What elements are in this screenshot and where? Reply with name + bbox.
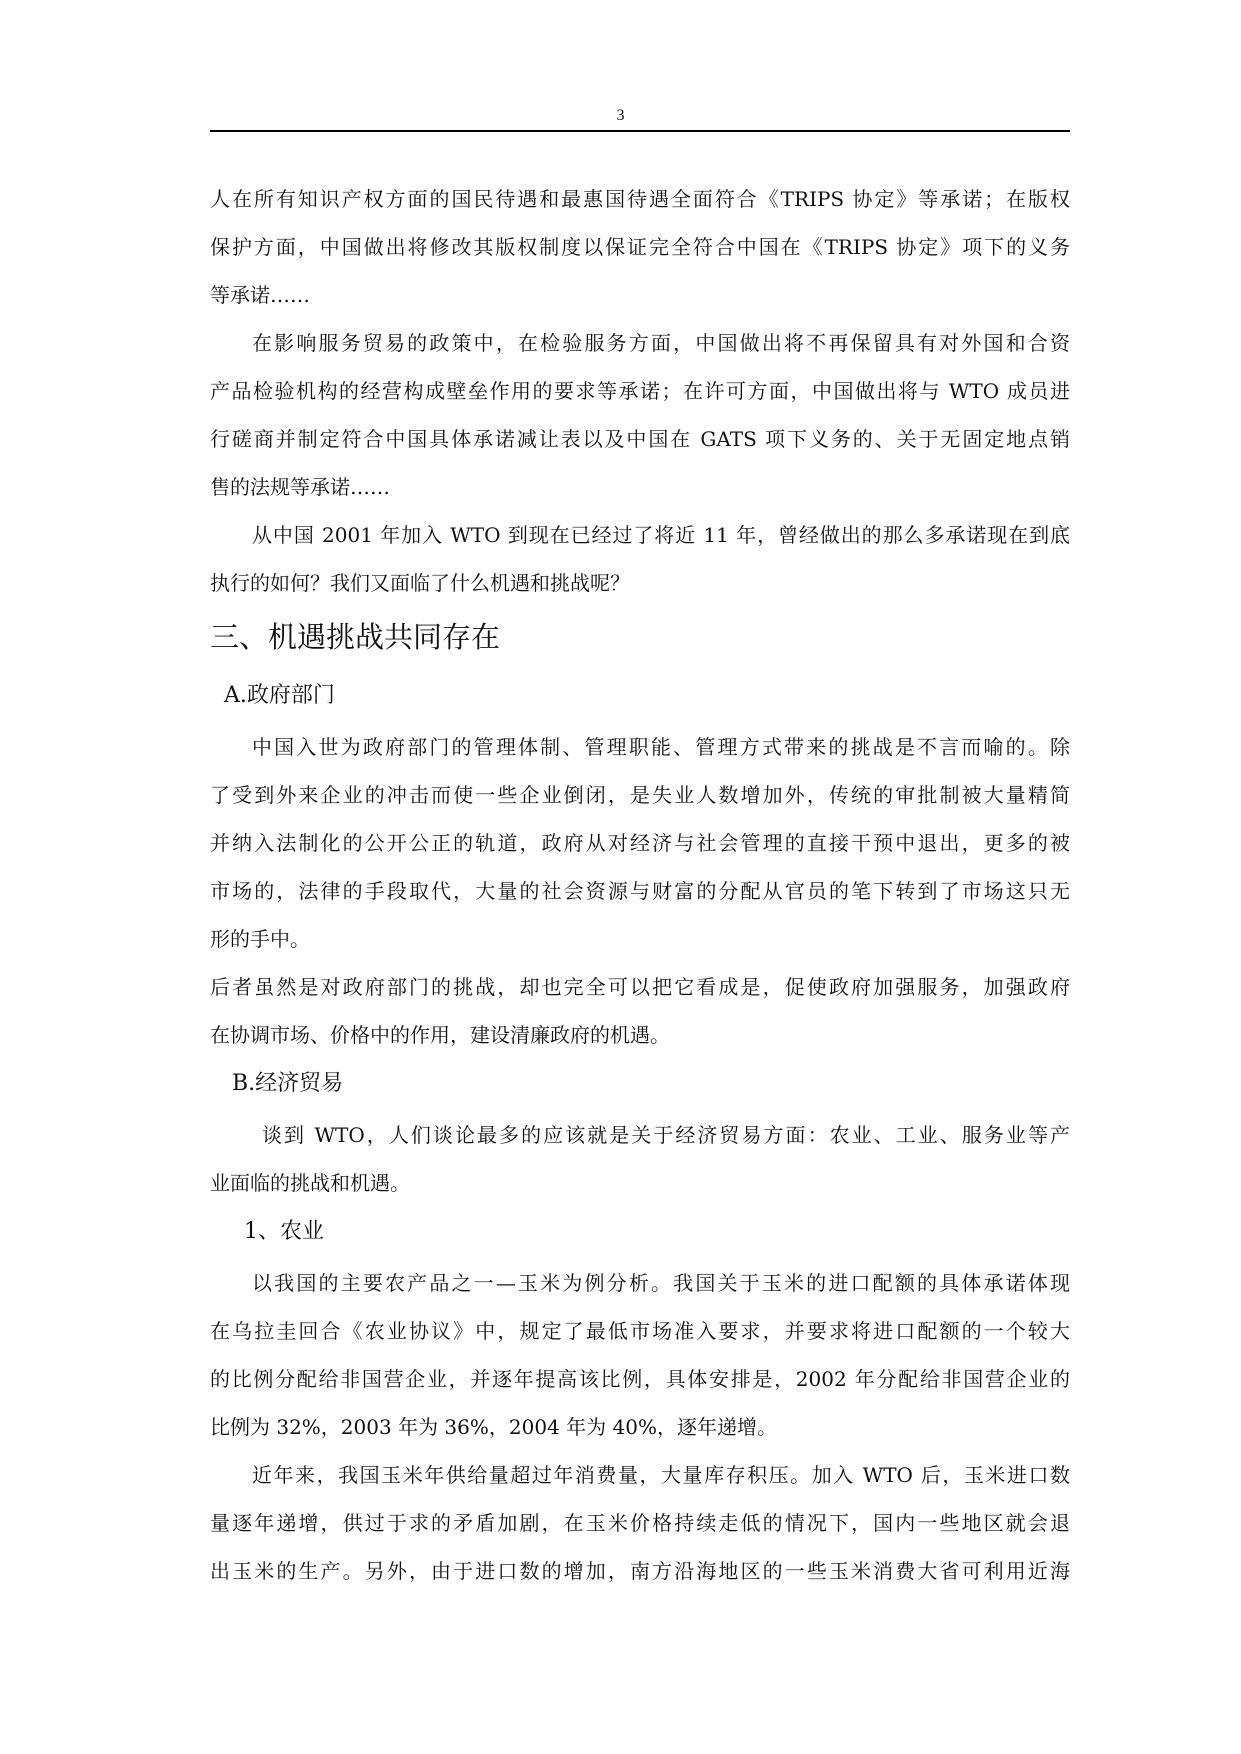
paragraph-line: 在影响服务贸易的政策中，在检验服务方面，中国做出将不再保留具有对外国和合资 [252,331,1070,355]
paragraph-line: 近年来，我国玉米年供给量超过年消费量，大量库存积压。加入 WTO 后，玉米进口数 [252,1463,1070,1487]
paragraph-line: 中国入世为政府部门的管理体制、管理职能、管理方式带来的挑战是不言而喻的。除 [252,735,1070,759]
paragraph-line: 业面临的挑战和机遇。 [210,1171,410,1195]
paragraph-line: 执行的如何？我们又面临了什么机遇和挑战呢？ [210,571,630,595]
paragraph-line: 出玉米的生产。另外，由于进口数的增加，南方沿海地区的一些玉米消费大省可利用近海 [210,1559,1070,1583]
paragraph-line: 在乌拉圭回合《农业协议》中，规定了最低市场准入要求，并要求将进口配额的一个较大 [210,1319,1070,1343]
paragraph-line: 以我国的主要农产品之一—玉米为例分析。我国关于玉米的进口配额的具体承诺体现 [252,1271,1070,1295]
paragraph-line: 并纳入法制化的公开公正的轨道，政府从对经济与社会管理的直接干预中退出，更多的被 [210,831,1070,855]
paragraph-line: 售的法规等承诺…… [210,475,390,499]
subheading-government: A.政府部门 [224,683,335,708]
subheading-agriculture: 1、农业 [244,1219,324,1244]
paragraph-line: 人在所有知识产权方面的国民待遇和最惠国待遇全面符合《TRIPS 协定》等承诺；在版权 [210,187,1070,211]
header-rule [210,130,1070,132]
paragraph-line: 谈到 WTO，人们谈论最多的应该就是关于经济贸易方面：农业、工业、服务业等产 [262,1123,1070,1147]
paragraph-line: 市场的，法律的手段取代，大量的社会资源与财富的分配从官员的笔下转到了市场这只无 [210,879,1070,903]
section-heading: 三、机遇挑战共同存在 [210,620,501,654]
paragraph-line: 量逐年递增，供过于求的矛盾加剧，在玉米价格持续走低的情况下，国内一些地区就会退 [210,1511,1070,1535]
paragraph-line: 等承诺…… [210,283,310,307]
paragraph-line: 后者虽然是对政府部门的挑战，却也完全可以把它看成是，促使政府加强服务，加强政府 [210,975,1070,999]
paragraph-line: 产品检验机构的经营构成壁垒作用的要求等承诺；在许可方面，中国做出将与 WTO 成员进 [210,379,1070,403]
paragraph-line: 保护方面，中国做出将修改其版权制度以保证完全符合中国在《TRIPS 协定》项下的义务 [210,235,1070,259]
paragraph-line: 比例为 32%，2003 年为 36%，2004 年为 40%，逐年递增。 [210,1415,777,1439]
paragraph-line: 了受到外来企业的冲击而使一些企业倒闭，是失业人数增加外，传统的审批制被大量精简 [210,783,1070,807]
paragraph-line: 的比例分配给非国营企业，并逐年提高该比例，具体安排是，2002 年分配给非国营企业的 [210,1367,1070,1391]
page-number: 3 [616,107,625,124]
paragraph-line: 从中国 2001 年加入 WTO 到现在已经过了将近 11 年，曾经做出的那么多承诺现在到底 [252,523,1070,547]
paragraph-line: 形的手中。 [210,927,310,951]
subheading-economy-trade: B.经济贸易 [232,1071,344,1096]
paragraph-line: 行磋商并制定符合中国具体承诺减让表以及中国在 GATS 项下义务的、关于无固定地点销 [210,427,1070,451]
paragraph-line: 在协调市场、价格中的作用，建设清廉政府的机遇。 [210,1023,670,1047]
